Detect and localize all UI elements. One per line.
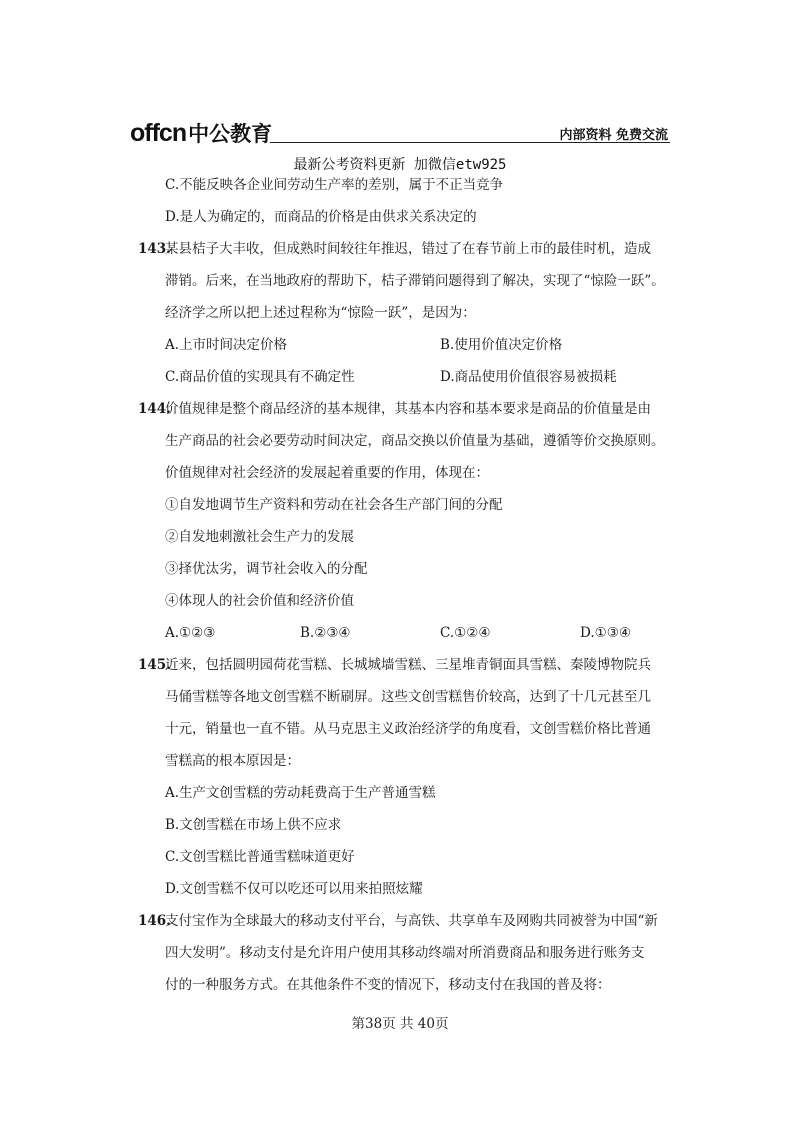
q144-line: 价值规律对社会经济的发展起着重要的作用，体现在：: [165, 465, 489, 481]
q144-option-a: A.①②③: [165, 625, 216, 641]
offcn-logo: [130, 118, 272, 148]
q143-line: 滞销。后来，在当地政府的帮助下，桔子滞销问题得到了解决，实现了“惊险一跃”。: [165, 273, 665, 289]
q144-number: 144.: [138, 401, 171, 417]
q146-line: 支付宝作为全球最大的移动支付平台，与高铁、共享单车及网购共同被誉为中国“新: [165, 913, 658, 929]
q144-item: ③择优汰劣，调节社会收入的分配: [165, 561, 368, 577]
logo-chinese: 中公教育: [188, 122, 273, 146]
q143-option-d: D.商品使用价值很容易被损耗: [440, 369, 617, 385]
q145-option-d: D.文创雪糕不仅可以吃还可以用来拍照炫耀: [165, 881, 423, 897]
q144-line: 价值规律是整个商品经济的基本规律，其基本内容和基本要求是商品的价值量是由: [165, 401, 651, 417]
q145-number: 145.: [138, 657, 171, 673]
q145-line: 马俑雪糕等各地文创雪糕不断刷屏。这些文创雪糕售价较高，达到了十几元甚至几: [165, 689, 651, 705]
q144-option-d: D.①③④: [580, 625, 631, 641]
q145-option-b: B.文创雪糕在市场上供不应求: [165, 817, 342, 833]
q143-number: 143.: [138, 241, 171, 257]
q143-line: 经济学之所以把上述过程称为“惊险一跃”，是因为：: [165, 305, 476, 321]
q145-option-c: C.文创雪糕比普通雪糕味道更好: [165, 849, 355, 865]
q144-item: ②自发地刺激社会生产力的发展: [165, 529, 354, 545]
q144-option-b: B.②③④: [300, 625, 351, 641]
q145-option-a: A.生产文创雪糕的劳动耗费高于生产普通雪糕: [165, 785, 436, 801]
q146-line: 四大发明”。移动支付是允许用户使用其移动终端对所消费商品和服务进行账务支: [165, 945, 645, 961]
page-header: [130, 118, 670, 148]
q143-option-c: C.商品价值的实现具有不确定性: [165, 369, 355, 385]
q144-item: ④体现人的社会价值和经济价值: [165, 593, 354, 609]
header-right-label: 内部资料 免费交流: [559, 128, 668, 143]
q143-line: 某县桔子大丰收，但成熟时间较往年推迟，错过了在春节前上市的最佳时机，造成: [165, 241, 651, 257]
q145-line: 近来，包括圆明园荷花雪糕、长城城墙雪糕、三星堆青铜面具雪糕、秦陵博物院兵: [165, 657, 651, 673]
q144-option-c: C.①②④: [440, 625, 491, 641]
q142-option-c: C.不能反映各企业间劳动生产率的差别，属于不正当竞争: [165, 177, 504, 193]
q145-line: 十元，销量也一直不错。从马克思主义政治经济学的角度看，文创雪糕价格比普通: [165, 721, 651, 737]
q144-item: ①自发地调节生产资料和劳动在社会各生产部门间的分配: [165, 497, 503, 513]
q144-line: 生产商品的社会必要劳动时间决定，商品交换以价值量为基础，遵循等价交换原则。: [165, 433, 665, 449]
watermark-text: 最新公考资料更新 加微信etw925: [293, 157, 507, 173]
q143-option-a: A.上市时间决定价格: [165, 337, 288, 353]
page-footer: 第38页 共 40页: [351, 1016, 449, 1032]
q142-option-d: D.是人为确定的，而商品的价格是由供求关系决定的: [165, 209, 477, 225]
q146-line: 付的一种服务方式。在其他条件不变的情况下，移动支付在我国的普及将：: [165, 977, 611, 993]
q143-option-b: B.使用价值决定价格: [440, 337, 563, 353]
q145-line: 雪糕高的根本原因是：: [165, 753, 300, 769]
logo-english: offcn: [130, 119, 187, 147]
q146-number: 146.: [138, 913, 171, 929]
